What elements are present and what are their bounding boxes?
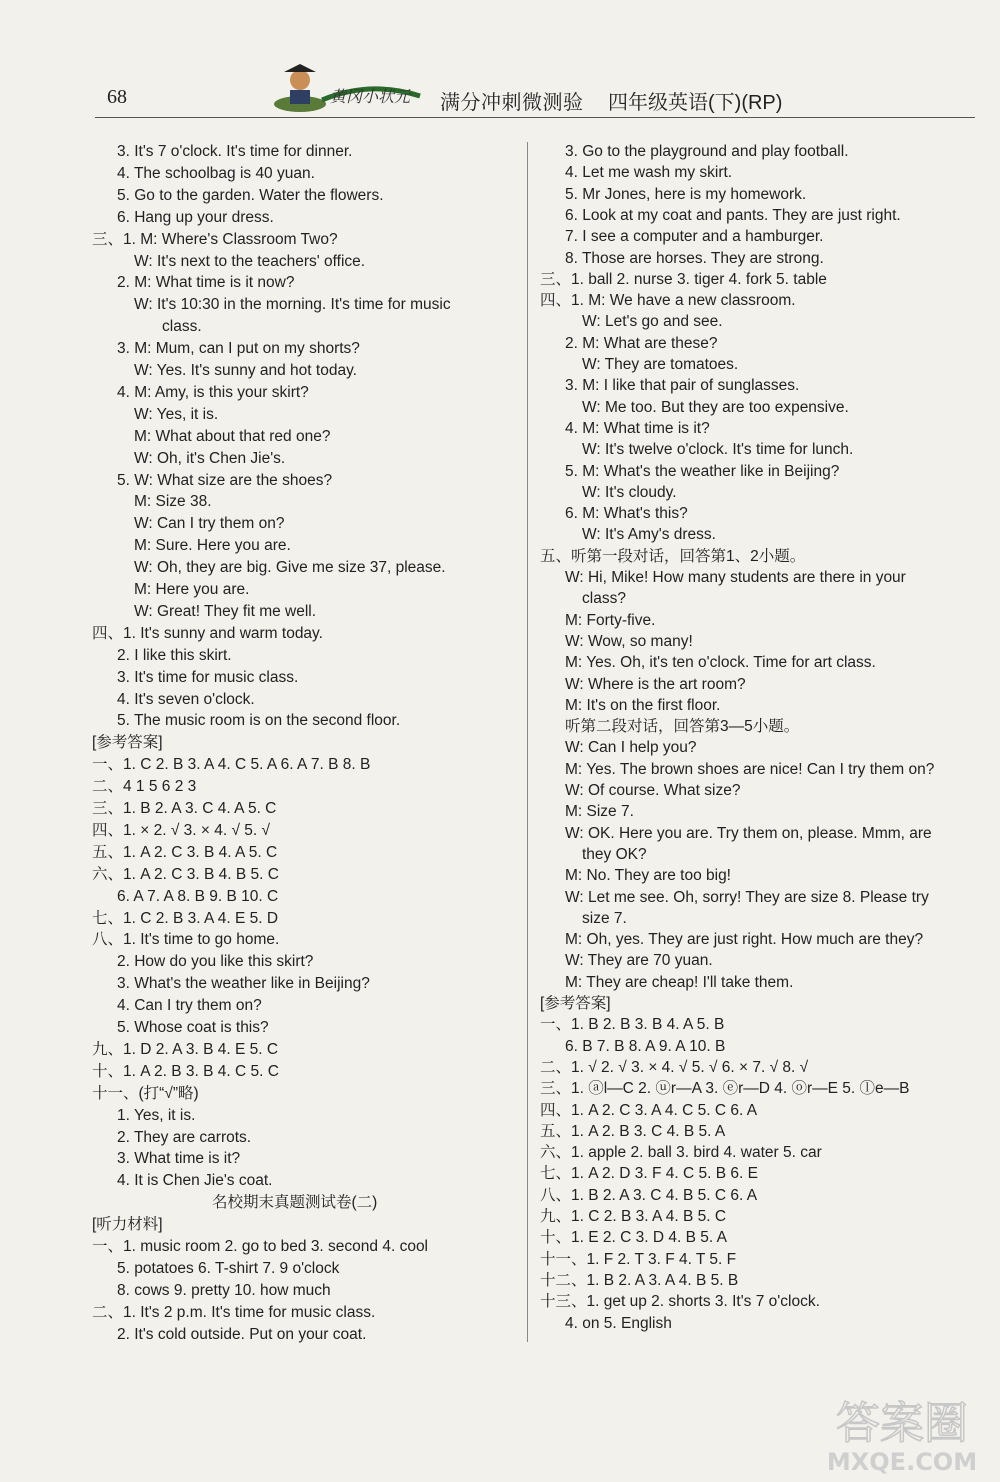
grade-subject: 四年级英语(下)(RP): [608, 92, 783, 114]
text-line: 八、1. It's time to go home.: [92, 931, 280, 949]
text-line: 6. Hang up your dress.: [117, 208, 274, 226]
text-line: M: Oh, yes. They are just right. How much are they?: [565, 931, 924, 949]
text-line: W: Can I try them on?: [134, 515, 285, 533]
text-line: 2. It's cold outside. Put on your coat.: [117, 1325, 367, 1343]
text-line: 3. M: I like that pair of sunglasses.: [565, 377, 800, 395]
page-number: 68: [107, 86, 127, 108]
text-line: 七、1. A 2. D 3. F 4. C 5. B 6. E: [540, 1165, 758, 1183]
text-line: 三、1. ⓐl—C 2. ⓤr—A 3. ⓔr—D 4. ⓞr—E 5. ⓛe—B: [540, 1080, 910, 1098]
text-line: M: Yes. The brown shoes are nice! Can I try them on?: [565, 760, 935, 778]
text-line: 十、1. E 2. C 3. D 4. B 5. A: [540, 1229, 727, 1247]
text-line: class.: [162, 318, 202, 336]
text-line: 十一、1. F 2. T 3. F 4. T 5. F: [540, 1250, 737, 1268]
text-line: W: Yes, it is.: [134, 405, 219, 423]
text-line: 名校期末真题测试卷(二): [212, 1194, 378, 1212]
text-line: 五、听第一段对话，回答第1、2小题。: [540, 547, 806, 565]
text-line: 5. W: What size are the shoes?: [117, 471, 333, 489]
text-line: class?: [582, 590, 626, 608]
watermark-line1: 答案圈: [836, 1398, 968, 1449]
text-line: 3. M: Mum, can I put on my shorts?: [117, 340, 360, 358]
text-line: 七、1. C 2. B 3. A 4. E 5. D: [92, 909, 279, 927]
text-line: 2. M: What time is it now?: [117, 274, 295, 292]
text-line: W: Me too. But they are too expensive.: [582, 398, 849, 416]
text-line: W: Can I help you?: [565, 739, 697, 757]
text-line: 一、1. C 2. B 3. A 4. C 5. A 6. A 7. B 8. B: [92, 756, 371, 774]
text-line: 4. Can I try them on?: [117, 997, 262, 1015]
text-line: 九、1. C 2. B 3. A 4. B 5. C: [540, 1208, 727, 1225]
text-line: 2. They are carrots.: [117, 1128, 252, 1146]
text-line: 3. What time is it?: [117, 1150, 241, 1168]
text-line: [参考答案]: [92, 734, 163, 752]
text-line: 5. Whose coat is this?: [117, 1019, 269, 1036]
text-line: 6. B 7. B 8. A 9. A 10. B: [565, 1037, 726, 1055]
text-line: 十三、1. get up 2. shorts 3. It's 7 o'clock.: [540, 1293, 820, 1311]
text-line: W: It's next to the teachers' office.: [134, 252, 366, 270]
text-line: 6. A 7. A 8. B 9. B 10. C: [117, 887, 279, 905]
text-line: M: It's on the first floor.: [565, 696, 721, 714]
column-divider: [527, 142, 528, 1342]
text-line: 3. It's time for music class.: [117, 668, 299, 686]
text-line: W: Let me see. Oh, sorry! They are size 8. Please try: [565, 888, 929, 906]
text-line: 3. What's the weather like in Beijing?: [117, 975, 370, 993]
text-line: M: What about that red one?: [134, 427, 331, 445]
text-line: W: It's 10:30 in the morning. It's time for music: [134, 296, 451, 314]
text-line: W: Let's go and see.: [582, 313, 723, 331]
text-line: 3. It's 7 o'clock. It's time for dinner.: [117, 143, 353, 160]
text-line: 四、1. It's sunny and warm today.: [92, 624, 323, 642]
text-line: 4. It's seven o'clock.: [117, 690, 255, 708]
text-line: M: Size 38.: [134, 493, 212, 511]
text-line: 一、1. B 2. B 3. B 4. A 5. B: [540, 1016, 725, 1034]
text-line: 8. Those are horses. They are strong.: [565, 249, 824, 267]
text-line: 二、1. It's 2 p.m. It's time for music class.: [92, 1303, 376, 1321]
text-line: W: Oh, they are big. Give me size 37, please.: [134, 559, 446, 577]
text-line: 十、1. A 2. B 3. B 4. C 5. C: [92, 1062, 279, 1080]
text-line: M: Yes. Oh, it's ten o'clock. Time for art class.: [565, 654, 876, 672]
text-line: 四、1. × 2. √ 3. × 4. √ 5. √: [92, 821, 271, 839]
text-line: W: Where is the art room?: [565, 675, 746, 693]
text-line: W: Yes. It's sunny and hot today.: [134, 362, 357, 379]
text-line: 十二、1. B 2. A 3. A 4. B 5. B: [540, 1271, 739, 1289]
text-line: 4. Let me wash my skirt.: [565, 164, 733, 182]
text-line: W: Of course. What size?: [565, 782, 741, 799]
logo-text: 黄冈小状元: [330, 89, 411, 106]
series-title: 满分冲刺微测验: [440, 92, 584, 114]
text-line: size 7.: [582, 909, 627, 927]
text-line: 6. Look at my coat and pants. They are just right.: [565, 206, 901, 224]
text-line: 2. I like this skirt.: [117, 646, 232, 664]
text-line: W: Wow, so many!: [565, 632, 693, 650]
text-line: W: They are 70 yuan.: [565, 952, 713, 970]
text-line: W: Great! They fit me well.: [134, 602, 317, 620]
text-line: 2. How do you like this skirt?: [117, 953, 314, 971]
text-line: M: Sure. Here you are.: [134, 537, 291, 555]
text-line: 十一、(打“√”略): [92, 1084, 199, 1102]
text-line: 听第二段对话，回答第3—5小题。: [565, 718, 800, 736]
text-line: 8. cows 9. pretty 10. how much: [117, 1281, 331, 1299]
text-line: 2. M: What are these?: [565, 334, 718, 352]
text-line: W: It's twelve o'clock. It's time for lunch.: [582, 441, 854, 459]
text-line: [听力材料]: [92, 1216, 163, 1234]
text-line: 一、1. music room 2. go to bed 3. second 4. cool: [92, 1238, 429, 1255]
header-rule: [95, 117, 975, 118]
text-line: 三、1. ball 2. nurse 3. tiger 4. fork 5. table: [540, 270, 827, 288]
text-line: M: Forty-five.: [565, 611, 656, 629]
text-line: 1. Yes, it is.: [117, 1106, 196, 1124]
text-line: 五、1. A 2. B 3. C 4. B 5. A: [540, 1122, 726, 1140]
text-line: 5. M: What's the weather like in Beijing?: [565, 462, 840, 480]
text-line: 六、1. A 2. C 3. B 4. B 5. C: [92, 865, 279, 883]
text-line: 九、1. D 2. A 3. B 4. E 5. C: [92, 1040, 279, 1058]
text-line: W: They are tomatoes.: [582, 356, 739, 373]
text-line: 5. potatoes 6. T-shirt 7. 9 o'clock: [117, 1259, 340, 1277]
text-line: 六、1. apple 2. ball 3. bird 4. water 5. car: [540, 1144, 822, 1162]
text-line: W: Hi, Mike! How many students are there in your: [565, 569, 906, 586]
text-line: M: Size 7.: [565, 803, 634, 821]
text-line: 5. The music room is on the second floor.: [117, 712, 401, 730]
text-line: W: It's cloudy.: [582, 483, 677, 501]
text-line: 5. Mr Jones, here is my homework.: [565, 185, 807, 203]
text-line: M: They are cheap! I'll take them.: [565, 973, 794, 991]
text-line: 三、1. M: Where's Classroom Two?: [92, 230, 338, 248]
text-line: 4. on 5. English: [565, 1314, 672, 1332]
text-line: 6. M: What's this?: [565, 505, 688, 523]
text-line: [参考答案]: [540, 995, 611, 1012]
text-line: W: Oh, it's Chen Jie's.: [134, 449, 286, 467]
text-line: W: OK. Here you are. Try them on, please. Mmm, are: [565, 824, 932, 842]
text-line: 五、1. A 2. C 3. B 4. A 5. C: [92, 843, 278, 861]
text-line: 四、1. A 2. C 3. A 4. C 5. C 6. A: [540, 1101, 758, 1119]
text-line: 三、1. B 2. A 3. C 4. A 5. C: [92, 800, 277, 817]
text-line: 4. M: What time is it?: [565, 419, 710, 437]
text-line: 八、1. B 2. A 3. C 4. B 5. C 6. A: [540, 1186, 758, 1204]
watermark-logo: [812, 1388, 992, 1478]
text-line: W: It's Amy's dress.: [582, 526, 716, 544]
text-line: 二、1. √ 2. √ 3. × 4. √ 5. √ 6. × 7. √ 8. √: [540, 1058, 809, 1076]
text-line: M: Here you are.: [134, 581, 250, 598]
text-line: 二、4 1 5 6 2 3: [92, 778, 197, 796]
page-header: [95, 60, 975, 120]
text-line: 4. It is Chen Jie's coat.: [117, 1172, 273, 1190]
text-line: 四、1. M: We have a new classroom.: [540, 292, 796, 310]
text-line: 7. I see a computer and a hamburger.: [565, 228, 824, 246]
text-line: they OK?: [582, 845, 647, 863]
text-line: 3. Go to the playground and play football.: [565, 143, 849, 160]
text-line: 5. Go to the garden. Water the flowers.: [117, 186, 384, 204]
text-line: M: No. They are too big!: [565, 867, 731, 885]
text-line: 4. M: Amy, is this your skirt?: [117, 383, 309, 401]
watermark-line2: MXQE.COM: [826, 1448, 978, 1476]
text-line: 4. The schoolbag is 40 yuan.: [117, 164, 315, 182]
